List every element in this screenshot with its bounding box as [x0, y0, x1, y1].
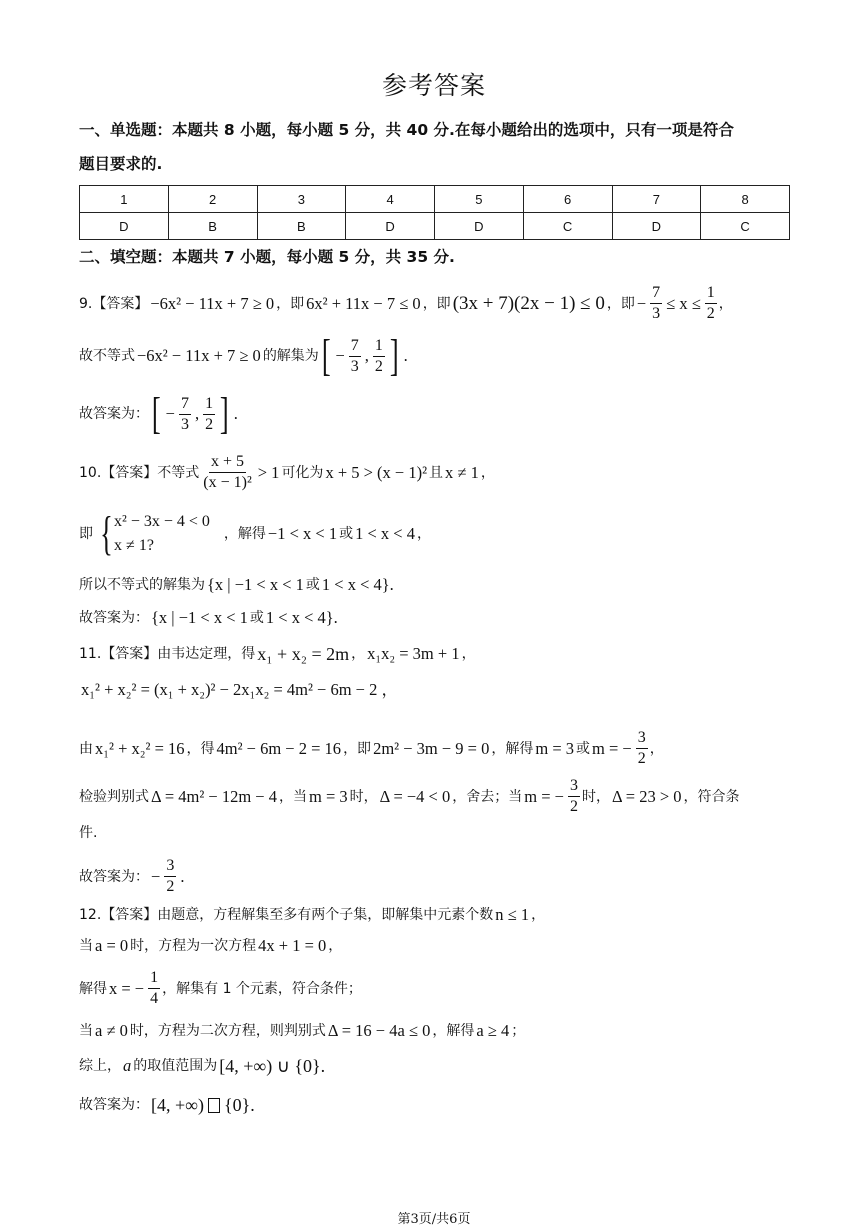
text: 故答案为：: [79, 868, 149, 885]
math: ≤ x ≤: [666, 293, 701, 313]
table-cell: 8: [701, 186, 790, 213]
numerator: 7: [650, 283, 662, 304]
math: n ≤ 1: [495, 905, 530, 924]
math: −: [335, 346, 345, 365]
missing-glyph-icon: [208, 1098, 220, 1113]
text: 时，方程为二次方程，则判别式: [129, 1023, 326, 1039]
text: 故不等式: [79, 348, 135, 364]
denominator: 4: [150, 990, 159, 1007]
math: Δ = −4 < 0: [379, 786, 451, 806]
text: 解得: [79, 980, 107, 997]
numerator: 1: [203, 394, 215, 415]
text: ，解集有 1 个元素，符合条件；: [162, 980, 362, 997]
denominator: 2: [637, 750, 646, 767]
table-cell: D: [80, 213, 169, 240]
math: .: [403, 346, 408, 365]
table-cell: 5: [435, 186, 524, 213]
q9-line-3: [79, 389, 240, 438]
q12-line-2: [79, 935, 342, 957]
text: 件.: [79, 825, 98, 841]
q10-label: 10.【答案】不等式: [79, 464, 200, 481]
numerator: 1: [148, 968, 160, 989]
q12-line-6: [79, 1094, 257, 1116]
math: −6x² − 11x + 7 ≥ 0: [150, 293, 275, 313]
math: x₁² + x₂² = (x₁ + x₂)² − 2x₁x₂ = 4m² − 6m − 2 ，: [81, 680, 398, 699]
table-cell: D: [612, 213, 701, 240]
math: ,: [364, 346, 369, 365]
text: 或: [305, 577, 320, 593]
interval: [ − $\frac{7}{3}$ , $\frac{1}{2}$ ]: [321, 331, 399, 380]
text: 或: [339, 526, 354, 542]
text: ，: [328, 938, 343, 954]
numerator: 3: [636, 728, 648, 749]
text: 所以不等式的解集为: [79, 577, 205, 593]
text: 时，: [349, 788, 378, 805]
text: ，: [531, 907, 546, 923]
answer-table: [79, 185, 790, 240]
interval: [ − $\frac{7}{3}$ , $\frac{1}{2}$ ]: [151, 389, 229, 438]
math: Δ = 23 > 0: [611, 786, 682, 806]
q11-line-6: [79, 856, 186, 897]
math: −1 < x < 1: [267, 524, 338, 543]
math: 6x² + 11x − 7 ≤ 0: [306, 293, 421, 313]
text: 当: [79, 1023, 93, 1039]
q10-line-2: [79, 507, 431, 560]
denominator: 2: [166, 878, 175, 895]
denominator: 3: [652, 305, 661, 322]
text: 故答案为：: [79, 1097, 149, 1113]
brace: {: [100, 507, 113, 560]
q12-label: 12.【答案】由题意，方程解集至多有两个子集，即解集中元素个数: [79, 907, 494, 923]
math: m = 3: [535, 738, 574, 758]
fraction: [636, 728, 648, 769]
math: x₁x₂ = 3m + 1: [367, 644, 460, 663]
math: {x | −1 < x < 1: [207, 575, 304, 594]
fraction: [705, 283, 717, 324]
text: ，得: [186, 740, 215, 757]
fraction: [179, 394, 191, 435]
section-2-heading: 二、填空题：本题共 7 小题，每小题 5 分，共 35 分.: [79, 248, 455, 266]
text: 综上，: [79, 1058, 121, 1074]
text: ，当: [278, 788, 307, 805]
math: .: [180, 866, 185, 886]
math: Δ = 4m² − 12m − 4: [151, 786, 277, 806]
fraction: [650, 283, 662, 324]
math: Δ = 16 − 4a ≤ 0: [327, 1021, 431, 1040]
text: ，舍去；当: [452, 788, 523, 805]
q11-line-3: [79, 728, 664, 769]
text: ，: [718, 295, 733, 312]
text: ，: [649, 740, 664, 757]
table-cell: 3: [257, 186, 346, 213]
system-row-2: x ≠ 1?: [114, 537, 154, 554]
q10-line-1: [79, 452, 495, 493]
fraction: [349, 336, 361, 377]
fraction: [148, 968, 160, 1009]
q9-line-2: [79, 331, 410, 380]
math: a = 0: [95, 936, 129, 955]
table-cell: B: [257, 213, 346, 240]
table-cell: 2: [168, 186, 257, 213]
text: ；: [511, 1023, 526, 1039]
table-cell: 1: [80, 186, 169, 213]
table-cell: 7: [612, 186, 701, 213]
numerator: 1: [705, 283, 717, 304]
text: ，即: [422, 295, 451, 312]
math: a ≥ 4: [476, 1021, 510, 1040]
math: −: [151, 866, 161, 886]
q11-line-5: [79, 822, 97, 844]
text: 由: [79, 740, 93, 757]
text: 时，: [581, 788, 610, 805]
equation-system: [95, 507, 210, 560]
numerator: 7: [349, 336, 361, 357]
denominator: 3: [350, 357, 359, 375]
q12-line-4: [79, 1020, 525, 1042]
math: .: [233, 404, 238, 423]
text: 或: [249, 610, 264, 626]
text: ，: [461, 646, 476, 662]
numerator: x + 5: [209, 452, 246, 473]
numerator: 1: [373, 336, 385, 357]
system-row-1: x² − 3x − 4 < 0: [114, 513, 210, 530]
table-cell: 4: [346, 186, 435, 213]
math: 4x + 1 = 0: [258, 936, 327, 955]
math: 1 < x < 4}.: [265, 608, 338, 627]
text: ，即: [343, 740, 372, 757]
math: m = −: [592, 738, 632, 758]
text: ，解得: [432, 1023, 475, 1039]
math: [4, +∞) ∪ {0}.: [219, 1056, 326, 1076]
math: 1 < x < 4}.: [321, 575, 394, 594]
math: −6x² − 11x + 7 ≥ 0: [137, 346, 261, 365]
answer-table-answer-row: [80, 213, 790, 240]
table-cell: B: [168, 213, 257, 240]
table-cell: D: [346, 213, 435, 240]
math: 4m² − 6m − 2 = 16: [216, 738, 342, 758]
denominator: 2: [569, 798, 578, 815]
text: 检验判别式: [79, 788, 149, 805]
math: 2m² − 3m − 9 = 0: [373, 738, 490, 758]
text: 可化为: [281, 464, 324, 481]
answer-table-number-row: [80, 186, 790, 213]
text: 即: [79, 526, 93, 542]
math: x + 5 > (x − 1)²: [325, 462, 428, 482]
fraction: [568, 776, 580, 817]
math: (3x + 7)(2x − 1) ≤ 0: [452, 292, 605, 314]
q11-line-2: [79, 679, 400, 701]
section-1-line-2: 题目要求的.: [79, 155, 163, 173]
text: 或: [576, 740, 590, 757]
q11-label: 11.【答案】由韦达定理，得: [79, 646, 256, 662]
math: {0}.: [223, 1095, 255, 1115]
text: ，符合条: [683, 788, 740, 805]
math: x = −: [109, 978, 145, 998]
fraction: [201, 452, 253, 493]
numerator: 3: [164, 856, 176, 877]
q10-line-4: [79, 607, 340, 629]
text: ，解得: [223, 526, 266, 542]
q9-line-1: [79, 283, 733, 324]
section-1-heading: [79, 113, 794, 181]
math: m = −: [524, 786, 564, 806]
text: 时，方程为一次方程: [130, 938, 257, 954]
text: 且: [429, 464, 444, 481]
text: ，解得: [491, 740, 534, 757]
text: 故答案为：: [79, 406, 149, 422]
q11-line-1: [79, 643, 476, 665]
text: ，: [351, 646, 366, 662]
math: −: [636, 293, 647, 313]
text: 的取值范围为: [133, 1058, 218, 1074]
math: −: [165, 404, 175, 423]
denominator: 2: [706, 305, 715, 322]
q12-line-3: [79, 968, 362, 1009]
math: {x | −1 < x < 1: [151, 608, 248, 627]
denominator: 3: [180, 415, 189, 433]
denominator: 2: [374, 357, 383, 375]
table-cell: C: [701, 213, 790, 240]
fraction: [164, 856, 176, 897]
table-cell: C: [523, 213, 612, 240]
q12-line-5: [79, 1055, 327, 1077]
math: ,: [194, 404, 200, 423]
numerator: 7: [179, 394, 191, 415]
q11-line-4: [79, 776, 740, 817]
math: x₁ + x₂ = 2m: [257, 644, 350, 664]
math: x ≠ 1: [445, 462, 479, 482]
page-title: 参考答案: [381, 71, 486, 100]
numerator: 3: [568, 776, 580, 797]
q12-line-1: [79, 904, 545, 926]
section-1-line-1: 一、单选题：本题共 8 小题，每小题 5 分，共 40 分.在每小题给出的选项中，只有一项是符合: [79, 121, 734, 139]
text: 故答案为：: [79, 610, 149, 626]
math: m = 3: [308, 786, 348, 806]
fraction: [203, 394, 215, 435]
text: ，即: [606, 295, 635, 312]
math: a ≠ 0: [95, 1021, 128, 1040]
text: 的解集为: [262, 348, 319, 364]
text: ，: [480, 464, 495, 481]
text: 当: [79, 938, 93, 954]
denominator: (x − 1)²: [203, 474, 252, 491]
page-footer: 第3页/共6页: [397, 1212, 471, 1227]
text: ，即: [276, 295, 305, 312]
q9-label: 9.【答案】: [79, 295, 149, 312]
table-cell: D: [435, 213, 524, 240]
math: x₁² + x₂² = 16: [95, 738, 185, 758]
denominator: 2: [205, 415, 214, 433]
math: > 1: [257, 462, 280, 482]
table-cell: 6: [523, 186, 612, 213]
math: a: [123, 1056, 132, 1075]
math: [4, +∞): [151, 1095, 204, 1115]
math: 1 < x < 4: [355, 524, 415, 543]
text: ，: [416, 526, 431, 542]
fraction: [373, 336, 385, 377]
q10-line-3: [79, 574, 396, 596]
